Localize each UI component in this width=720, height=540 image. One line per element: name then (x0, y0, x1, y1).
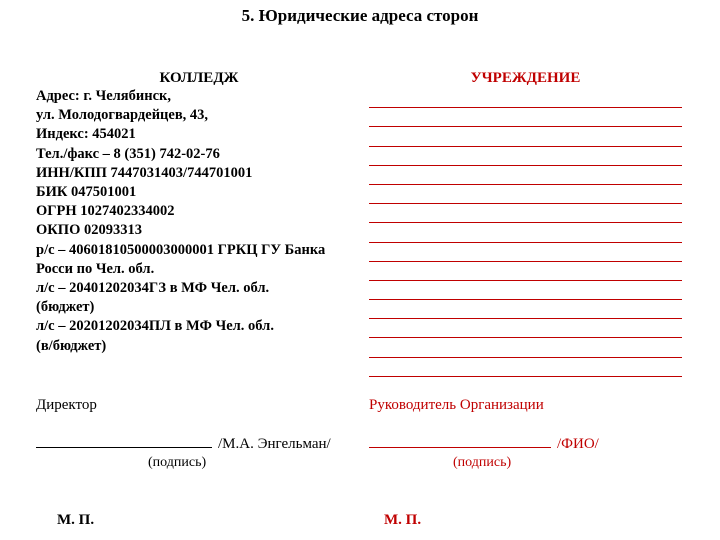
address-line: л/с – 20401202034ГЗ в МФ Чел. обл. (36, 280, 270, 297)
college-signature-caption: (подпись) (148, 455, 207, 470)
fill-in-line (369, 166, 682, 185)
college-signature-line (36, 433, 331, 453)
fill-in-line (369, 185, 682, 204)
section-title: 5. Юридические адреса сторон (241, 6, 479, 25)
address-line: БИК 047501001 (36, 184, 137, 201)
fill-in-line (369, 243, 682, 262)
fill-in-line (369, 89, 682, 108)
fill-in-line (369, 319, 682, 338)
college-address-block (36, 87, 366, 356)
institution-blank-lines (369, 89, 682, 377)
address-line: (в/бюджет) (36, 337, 107, 354)
address-line: л/с – 20201202034ПЛ в МФ Чел. обл. (36, 318, 274, 335)
address-line: (бюджет) (36, 299, 95, 316)
institution-column (369, 70, 682, 377)
fill-in-line (369, 223, 682, 242)
signature-blank (36, 433, 212, 448)
college-heading: КОЛЛЕДЖ (159, 70, 239, 86)
college-stamp-place: М. П. (57, 512, 95, 528)
institution-signer: /ФИО/ (557, 436, 599, 452)
address-line: Адрес: г. Челябинск, (36, 88, 172, 104)
address-line: Росси по Чел. обл. (36, 260, 155, 277)
fill-in-line (369, 147, 682, 166)
fill-in-line (369, 127, 682, 146)
address-line: Тел./факс – 8 (351) 742-02-76 (36, 145, 220, 162)
fill-in-line (369, 108, 682, 127)
address-line: Индекс: 454021 (36, 126, 136, 143)
fill-in-line (369, 281, 682, 300)
fill-in-line (369, 204, 682, 223)
college-position: Директор (36, 397, 97, 413)
fill-in-line (369, 300, 682, 319)
address-line: ИНН/КПП 7447031403/744701001 (36, 164, 253, 181)
signature-blank (369, 433, 551, 448)
fill-in-line (369, 262, 682, 281)
address-line: р/с – 40601810500003000001 ГРКЦ ГУ Банка (36, 241, 326, 258)
fill-in-line (369, 338, 682, 357)
college-column (36, 70, 366, 356)
address-line: ОКПО 02093313 (36, 222, 142, 239)
institution-stamp-place: М. П. (384, 512, 422, 528)
address-line: ул. Молодогвардейцев, 43, (36, 107, 209, 124)
address-line: ОГРН 1027402334002 (36, 203, 175, 220)
college-signer: /М.А. Энгельман/ (218, 436, 331, 452)
institution-signature-line (369, 433, 599, 453)
institution-position: Руководитель Организации (369, 397, 544, 413)
institution-heading: УЧРЕЖДЕНИЕ (470, 70, 581, 86)
fill-in-line (369, 358, 682, 377)
institution-signature-caption: (подпись) (453, 455, 512, 470)
